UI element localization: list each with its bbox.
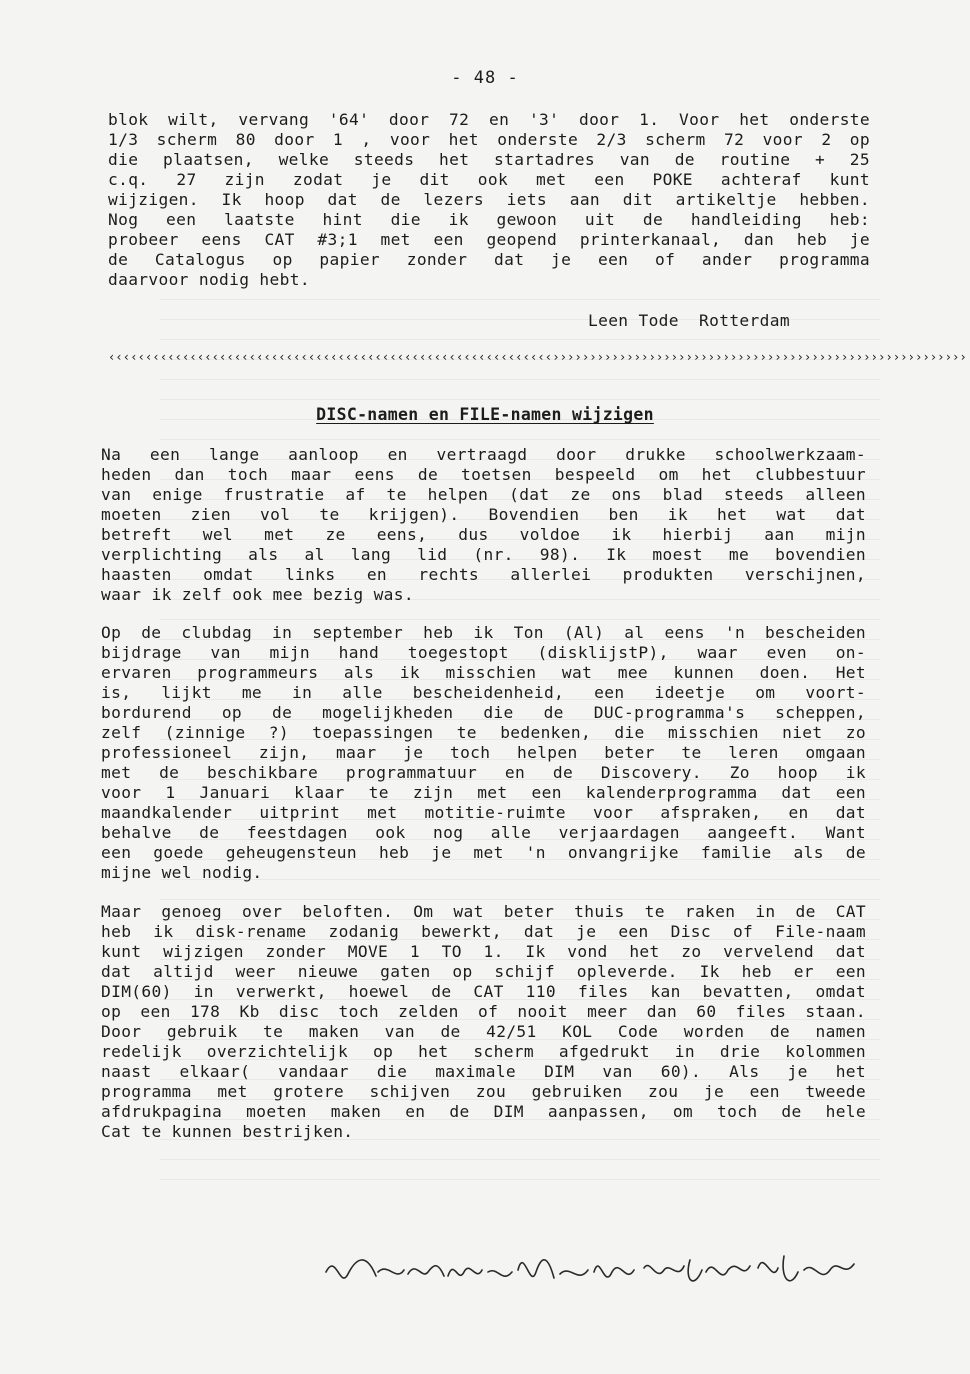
text-line: waar ik zelf ook mee bezig was. <box>101 585 414 604</box>
text-line: DIM(60) in verwerkt, hoewel de CAT 110 files kan bevatten, omdat <box>101 982 866 1001</box>
section-divider: ‹‹‹‹‹‹‹‹‹‹‹‹‹‹‹‹‹‹‹‹‹‹‹‹‹‹‹‹‹‹‹‹‹‹‹‹‹‹‹‹‹‹‹‹‹‹‹‹‹‹‹‹‹‹‹‹‹‹‹‹›››››››››››››››››››››››››››››››››››››››››››››››››››››››› <box>108 350 967 364</box>
text-line: wijzigen. Ik hoop dat de lezers iets aan dit artikeltje hebben. <box>108 190 870 209</box>
text-line: is, lijkt me in alle bescheidenheid, een ideetje om voort- <box>101 683 866 702</box>
text-line: voor 1 Januari klaar te zijn met een kalenderprogramma dat een <box>101 783 866 802</box>
text-line: Na een lange aanloop en vertraagd door drukke schoolwerkzaam- <box>101 445 866 464</box>
text-line: moeten zien vol te krijgen). Bovendien ben ik het wat dat <box>101 505 866 524</box>
text-line: zelf (zinnige ?) toepassingen te bedenken, die misschien niet zo <box>101 723 866 742</box>
text-line: daarvoor nodig hebt. <box>108 270 310 289</box>
text-line: Op de clubdag in september heb ik Ton (Al) al eens 'n bescheiden <box>101 623 866 642</box>
text-line: bijdrage van mijn hand toegestopt (disklijstP), waar even on- <box>101 643 866 662</box>
article-heading: DISC-namen en FILE-namen wijzigen <box>316 405 654 424</box>
text-line: heb ik disk-rename zodanig bewerkt, dat je een Disc of File-naam <box>101 922 866 941</box>
author-signature: Leen Tode Rotterdam <box>588 311 790 330</box>
text-line: professioneel zijn, maar je toch helpen beter te leren omgaan <box>101 743 866 762</box>
text-line: Cat te kunnen bestrijken. <box>101 1122 354 1141</box>
text-line: Nog een laatste hint die ik gewoon uit de handleiding heb: <box>108 210 870 229</box>
text-line: betreft wel met ze eens, dus voldoe ik hierbij aan mijn <box>101 525 866 544</box>
text-line: Door gebruik te maken van de 42/51 KOL Code worden de namen <box>101 1022 866 1041</box>
text-line: probeer eens CAT #3;1 met een geopend printerkanaal, dan heb je <box>108 230 870 249</box>
text-line: naast elkaar( vandaar die maximale DIM van 60). Als je het <box>101 1062 866 1081</box>
text-line: programma met grotere schijven zou gebruiken zou je een tweede <box>101 1082 866 1101</box>
text-line: met de beschikbare programmatuur en de Discovery. Zo hoop ik <box>101 763 866 782</box>
text-line: die plaatsen, welke steeds het startadres van de routine + 25 <box>108 150 870 169</box>
text-line: bordurend op de mogelijkheden die de DUC-programma's scheppen, <box>101 703 866 722</box>
text-line: dat altijd weer nieuwe gaten op schijf opleverde. Ik heb er een <box>101 962 866 981</box>
text-line: redelijk overzichtelijk op het scherm afgedrukt in drie kolommen <box>101 1042 866 1061</box>
text-line: kunt wijzigen zonder MOVE 1 TO 1. Ik vond het zo vervelend dat <box>101 942 866 961</box>
text-line: een goede geheugensteun heb je met 'n onvangrijke familie als de <box>101 843 866 862</box>
text-line: mijne wel nodig. <box>101 863 263 882</box>
text-line: c.q. 27 zijn zodat je dit ook met een POKE achteraf kunt <box>108 170 870 189</box>
text-line: verplichting als al lang lid (nr. 98). Ik moest me bovendien <box>101 545 866 564</box>
text-line: van enige frustratie af te helpen (dat ze ons blad steeds alleen <box>101 485 866 504</box>
text-line: haasten omdat links en rechts allerlei produkten verschijnen, <box>101 565 866 584</box>
text-line: 1/3 scherm 80 door 1 , voor het onderste 2/3 scherm 72 voor 2 op <box>108 130 870 149</box>
text-line: afdrukpagina moeten maken en de DIM aanpassen, om toch de hele <box>101 1102 866 1121</box>
text-line: de Catalogus op papier zonder dat je een of ander programma <box>108 250 870 269</box>
text-line: blok wilt, vervang '64' door 72 en '3' door 1. Voor het onderste <box>108 110 870 129</box>
text-line: behalve de feestdagen ook nog alle verjaardagen aangeeft. Want <box>101 823 866 842</box>
text-line: maandkalender uitprint met motitie-ruimte voor afspraken, en dat <box>101 803 866 822</box>
handwritten-note <box>318 1232 878 1302</box>
text-line: op een 178 Kb disc toch zelden of nooit meer dan 60 files staan. <box>101 1002 866 1021</box>
text-line: Maar genoeg over beloften. Om wat beter thuis te raken in de CAT <box>101 902 866 921</box>
text-line: heden dan toch maar eens de toetsen bespeeld om het clubbestuur <box>101 465 866 484</box>
page-number: - 48 - <box>451 68 519 88</box>
text-line: ervaren programmeurs als ik misschien wat mee kunnen doen. Het <box>101 663 866 682</box>
